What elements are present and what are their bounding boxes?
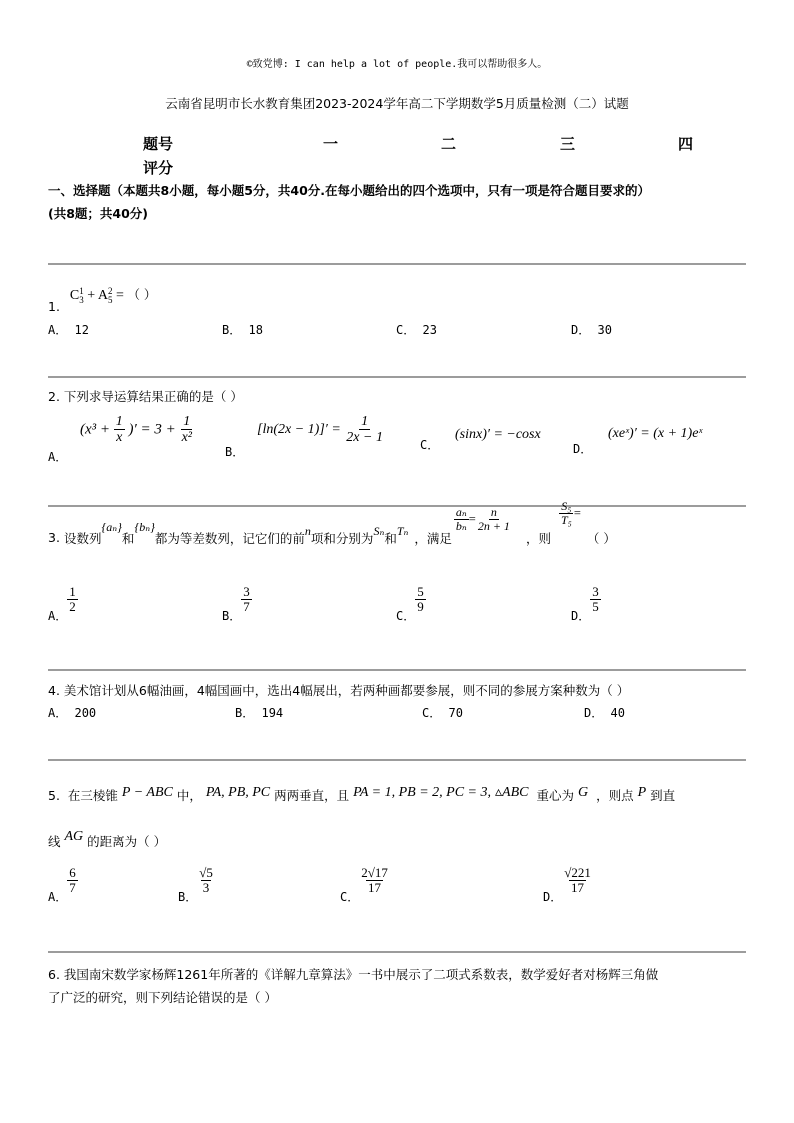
- q1-option-d[interactable]: [571, 321, 612, 338]
- q1-eq: =: [116, 288, 124, 303]
- q5-p: P: [637, 785, 647, 800]
- q3-option-d-frac: [590, 585, 601, 615]
- q5-t1: 在三棱锥: [67, 788, 118, 803]
- q3-option-a-den: 2: [69, 599, 76, 615]
- q1-option-a-label: A．: [48, 323, 68, 337]
- divider: [48, 505, 746, 507]
- q1-option-a-value: 12: [74, 323, 89, 337]
- q1-c-sub: 3: [79, 294, 84, 305]
- q5-line2b: 的距离为（ ）: [87, 834, 167, 849]
- q2-option-c-label[interactable]: C．: [420, 438, 440, 452]
- q5-option-c[interactable]: [340, 865, 390, 905]
- section1-heading: 一、选择题（本题共8小题，每小题5分，共40分.在每小题给出的四个选项中，只有一项是符合题目要求的）: [48, 183, 651, 198]
- q5-g: G: [577, 785, 589, 800]
- q5-line1: [48, 786, 748, 805]
- q5-option-c-frac: [359, 866, 390, 896]
- q3-bn: {bₙ}: [134, 520, 155, 535]
- q6-line2: 了广泛的研究，则下列结论错误的是（ ）: [48, 990, 277, 1005]
- q5-option-a-label: A．: [48, 890, 68, 905]
- divider: [48, 759, 746, 761]
- q3-option-d-den: 5: [592, 599, 599, 615]
- q4-option-a-value: 200: [74, 706, 97, 720]
- q4-option-a[interactable]: [48, 704, 96, 721]
- q5-pabc: P − ABC: [121, 785, 173, 800]
- q5-option-b-den: 3: [202, 880, 210, 896]
- q3-t7: ，则: [525, 530, 551, 546]
- q4-option-d-label: D．: [584, 706, 604, 720]
- q5-t2: 中，: [176, 788, 202, 803]
- score-col-1: 一: [323, 135, 339, 153]
- q5-option-b-frac: [197, 866, 215, 896]
- q3-option-b-frac: [241, 585, 252, 615]
- q2-option-c-expr: (sinx)′ = −cosx: [455, 427, 541, 442]
- q2-a-lhs: (x³ +: [80, 421, 111, 438]
- q4-option-d[interactable]: [584, 704, 625, 721]
- q3-option-a-label: A．: [48, 609, 68, 624]
- q2-b-frac-den: 2x − 1: [346, 430, 383, 446]
- divider: [48, 263, 746, 265]
- q1-a-sub: 5: [108, 294, 113, 305]
- q2-a-rhs: )′ = 3 +: [128, 421, 176, 438]
- q1-option-b[interactable]: [222, 321, 263, 338]
- q3-sn: Sₙ: [373, 524, 385, 539]
- q5-option-d[interactable]: [543, 865, 593, 905]
- q4-option-c-label: C．: [422, 706, 442, 720]
- q3-tn: Tₙ: [396, 524, 409, 539]
- q3-option-c-den: 9: [417, 599, 424, 615]
- q2-a-frac: [114, 414, 125, 446]
- q3-num: 3.: [48, 530, 60, 546]
- q5-option-d-label: D．: [543, 890, 563, 905]
- q3-option-c[interactable]: [396, 584, 426, 624]
- q3-cond-ln: aₙ: [455, 505, 467, 519]
- q6-line1: 6. 我国南宋数学家杨辉1261年所著的《详解九章算法》一书中展示了二项式系数表，数学爱好者对杨辉三角做: [48, 967, 659, 982]
- q3-option-b-num: 3: [243, 584, 250, 599]
- q3-ask-d: T₅: [560, 513, 572, 528]
- q5-t5: ，则点: [596, 788, 634, 803]
- q3-an: {aₙ}: [101, 520, 122, 535]
- q3-option-b-den: 7: [243, 599, 250, 615]
- q5-option-c-label: C．: [340, 890, 360, 905]
- q3-cond-rd: 2n + 1: [477, 519, 510, 534]
- divider: [48, 951, 746, 953]
- q3-option-d-num: 3: [592, 584, 599, 599]
- q1-option-a[interactable]: [48, 321, 89, 338]
- q2-option-b-label[interactable]: B．: [225, 445, 245, 459]
- q5-t4: 重心为: [536, 788, 574, 803]
- q3-option-c-num: 5: [417, 584, 424, 599]
- q3-cond-rn: n: [490, 505, 497, 519]
- q1-a: A: [97, 288, 109, 303]
- q2-b-lhs: [ln(2x − 1)]′ =: [257, 422, 341, 438]
- q4-option-b[interactable]: [235, 704, 283, 721]
- q2-a-frac2-num: 1: [183, 414, 191, 429]
- q1-c-sup: 1: [79, 285, 84, 296]
- q5-option-c-den: 17: [368, 880, 382, 896]
- q1-expr: [69, 285, 128, 305]
- q5-line2: [48, 829, 167, 851]
- q5-option-d-frac: [562, 866, 593, 896]
- q3-ask-eq: =: [573, 506, 581, 521]
- q5-cond: PA = 1, PB = 2, PC = 3,: [353, 785, 492, 800]
- q3-cond-ld: bₙ: [455, 519, 467, 534]
- q3-option-a[interactable]: [48, 584, 78, 624]
- q3-option-b-label: B．: [222, 609, 242, 624]
- q3-n: n: [304, 524, 311, 539]
- q2-a-frac2: [180, 414, 194, 446]
- q3-t1: 设数列: [63, 530, 102, 546]
- q1-num: 1.: [48, 299, 60, 314]
- q1-option-c-label: C．: [396, 323, 416, 337]
- q5-option-b[interactable]: [178, 865, 215, 905]
- q5-option-b-label: B．: [178, 890, 198, 905]
- q1-option-c[interactable]: [396, 321, 437, 338]
- q1-plus: +: [87, 288, 96, 303]
- q3-text: 3. 设数列 {aₙ} 和 {bₙ} 都为等差数列，记它们的前 n 项和分别为 Sₙ 和 Tₙ ，满足 $\frac{\text{aₙ}}{\text{bₙ}}$ = $\frac{n}{2n + 1}$ ，则 $\frac{\text{S₅}}{\text{T₅}}$ = （ ）: [48, 499, 616, 546]
- divider: [48, 376, 746, 378]
- q5-t3: 两两垂直，且: [274, 788, 350, 803]
- score-col-4: 四: [678, 135, 694, 153]
- q4-option-b-label: B．: [235, 706, 255, 720]
- header-note: ©致党博: I can help a lot of people.我可以帮助很多人。: [246, 59, 548, 70]
- q2-a-frac-den: x: [116, 430, 123, 446]
- q3-t2: 和: [121, 530, 135, 546]
- q3-t4: 项和分别为: [310, 530, 374, 546]
- q5-option-a-num: 6: [69, 865, 76, 880]
- q1-option-d-value: 30: [597, 323, 612, 337]
- q4-option-d-value: 40: [610, 706, 625, 720]
- q2-text: 2. 下列求导运算结果正确的是（ ）: [48, 389, 243, 404]
- q2-option-d-label[interactable]: D．: [573, 442, 593, 456]
- q3-option-b[interactable]: [222, 584, 252, 624]
- score-col-2: 二: [441, 135, 457, 153]
- q1-c: C: [69, 288, 80, 303]
- q3-option-a-frac: [67, 585, 78, 615]
- q1-paren: （ ）: [127, 287, 157, 302]
- q3-t3: 都为等差数列，记它们的前: [154, 530, 305, 546]
- q3-ask-n: S₅: [561, 499, 572, 513]
- q3-option-c-frac: [415, 585, 426, 615]
- q1-option-b-label: B．: [222, 323, 242, 337]
- q3-t6: ，满足: [414, 530, 452, 546]
- q5-option-d-den: 17: [571, 880, 585, 896]
- q4-option-b-value: 194: [261, 706, 284, 720]
- exam-title: 云南省昆明市长水教育集团2023-2024学年高二下学期数学5月质量检测（二）试题: [165, 96, 629, 111]
- q2-b-frac-num: 1: [361, 414, 369, 429]
- q5-option-a-den: 7: [69, 880, 76, 896]
- divider: [48, 669, 746, 671]
- q5-option-a[interactable]: [48, 865, 78, 905]
- q5-triangle: ▵ABC: [495, 785, 529, 800]
- q1-option-d-label: D．: [571, 323, 591, 337]
- q5-option-d-num: √221: [564, 865, 591, 880]
- score-col-3: 三: [560, 135, 576, 153]
- q1-a-sup: 2: [108, 285, 113, 296]
- q5-option-a-frac: [67, 866, 78, 896]
- q3-cond-frac-right: [476, 506, 512, 533]
- q4-option-a-label: A．: [48, 706, 68, 720]
- q3-option-d-label: D．: [571, 609, 591, 624]
- q3-option-d[interactable]: [571, 584, 601, 624]
- q2-a-frac2-den: x²: [181, 430, 192, 446]
- q2-b-frac: [344, 414, 385, 446]
- score-row-label-2: 评分: [143, 159, 174, 177]
- q4-option-c-value: 70: [448, 706, 463, 720]
- section1-sub: (共8题；共40分): [48, 206, 149, 221]
- q2-option-a-expr: [80, 414, 194, 446]
- q3-t5: 和: [384, 530, 397, 546]
- q2-option-d-expr: (xeˣ)′ = (x + 1)eˣ: [608, 426, 703, 441]
- q5-t6: 到直: [650, 788, 676, 803]
- q1-option-b-value: 18: [248, 323, 263, 337]
- q3-cond-frac-left: [454, 506, 469, 533]
- q2-option-b-expr: [257, 414, 385, 446]
- q5-ag: AG: [64, 829, 84, 844]
- q1: [48, 285, 157, 314]
- q5-option-c-num: 2√17: [361, 865, 388, 880]
- q4-text: 4. 美术馆计划从6幅油画，4幅国画中，选出4幅展出，若两种画都要参展，则不同的参展方案种数为（ ）: [48, 683, 630, 698]
- q3-ask-frac: [559, 500, 574, 527]
- q4-option-c[interactable]: [422, 704, 463, 721]
- q2-a-frac-num: 1: [115, 414, 123, 429]
- q1-option-c-value: 23: [422, 323, 437, 337]
- q5-edges: PA, PB, PC: [205, 785, 271, 800]
- q5-num: 5.: [48, 788, 60, 803]
- q5-line2a: 线: [48, 834, 61, 849]
- q3-option-c-label: C．: [396, 609, 416, 624]
- q3-paren: （ ）: [586, 530, 616, 546]
- q2-option-a-label[interactable]: A．: [48, 450, 68, 464]
- q5-option-b-num: √5: [199, 865, 213, 880]
- q3-option-a-num: 1: [69, 584, 76, 599]
- score-row-label: 题号: [143, 135, 174, 153]
